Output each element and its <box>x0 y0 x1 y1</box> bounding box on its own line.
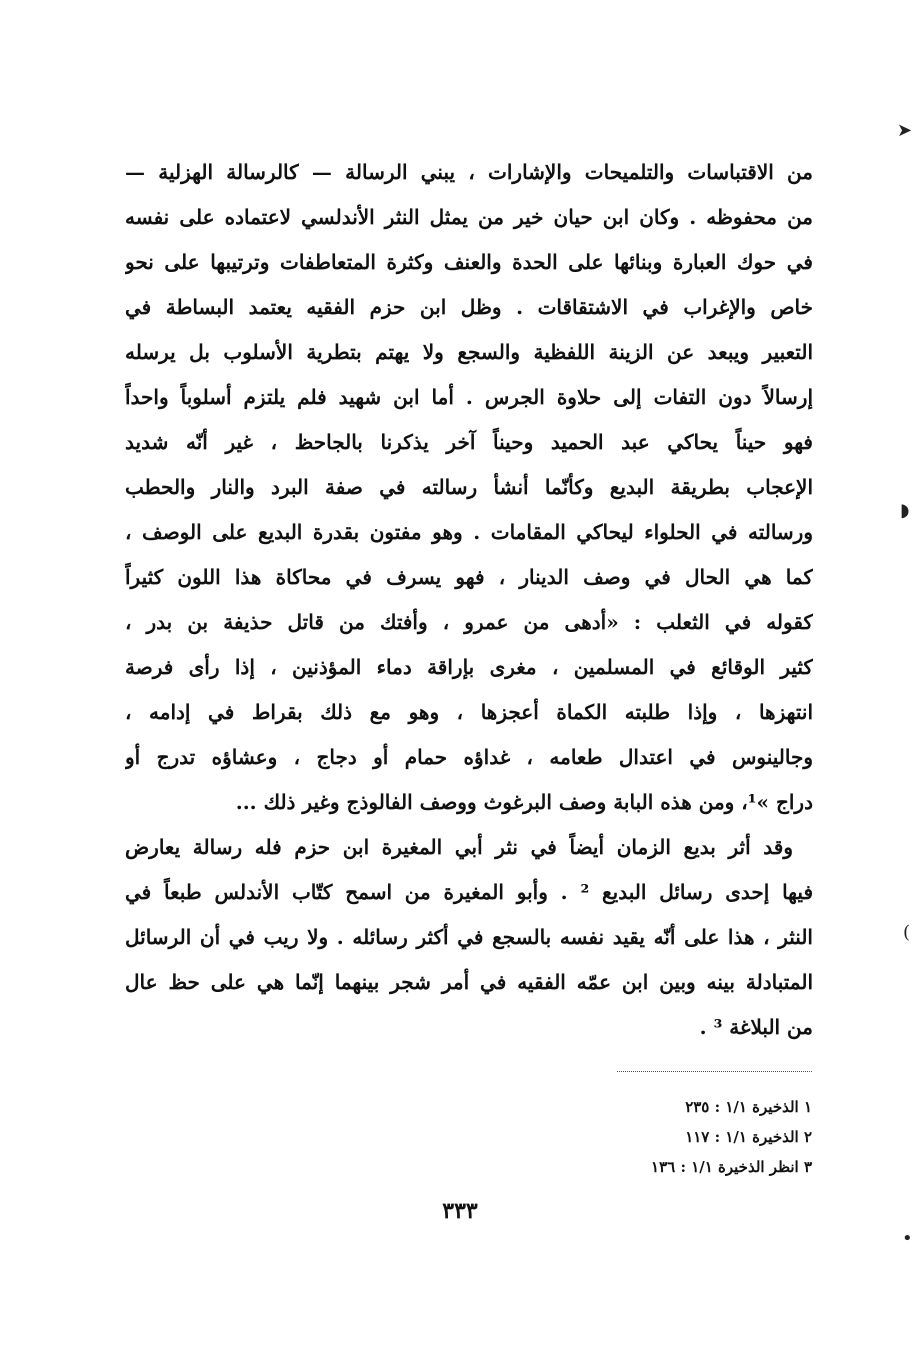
text-line-8: الإعجاب بطريقة البديع وكأنّما أنشأ رسالته في صفة البرد والنار والحطب <box>125 475 813 499</box>
text-line-20: من البلاغة ³ . <box>699 1015 813 1039</box>
footnotes <box>450 1092 812 1182</box>
margin-dot-mark: • <box>902 1228 913 1249</box>
margin-paren-mark: ( <box>903 922 911 943</box>
text-line-10: كما هي الحال في وصف الدينار ، فهو يسرف في محاكاة هذا اللون كثيراً <box>125 565 813 589</box>
text-line-5: التعبير ويبعد عن الزينة اللفظية والسجع ولا يهتم بتطرية الأسلوب بل يرسله <box>125 340 813 364</box>
text-line-15: دراج »¹، ومن هذه البابة وصف البرغوث ووصف الفالوذج وغير ذلك ... <box>235 790 813 814</box>
text-line-2: من محفوظه . وكان ابن حيان خير من يمثل النثر الأندلسي لاعتماده على نفسه <box>125 205 813 229</box>
text-line-13: انتهزها ، وإذا طلبته الكماة أعجزها ، وهو مع ذلك بقراط في إدامه ، <box>125 700 813 724</box>
text-line-6: إرسالاً دون التفات إلى حلاوة الجرس . أما ابن شهيد فلم يلتزم أسلوباً واحداً <box>125 385 813 409</box>
text-line-18: النثر ، هذا على أنّه يقيد نفسه بالسجع في أكثر رسائله . ولا ريب في أن الرسائل <box>125 925 813 949</box>
text-line-17: فيها إحدى رسائل البديع ² . وأبو المغيرة من اسمح كتّاب الأندلس طبعاً في <box>125 880 813 904</box>
text-line-14: وجالينوس في اعتدال طعامه ، غداؤه حمام أو دجاج ، وعشاؤه تدرج أو <box>125 745 813 769</box>
text-line-16: وقد أثر بديع الزمان أيضاً في نثر أبي المغيرة ابن حزم فله رسالة يعارض <box>125 835 793 859</box>
text-line-11: كقوله في الثعلب : «أدهى من عمرو ، وأفتك من قاتل حذيفة بن بدر ، <box>125 610 813 634</box>
margin-blot-mark: ◗ <box>900 500 910 521</box>
text-line-3: في حوك العبارة وبنائها على الحدة والعنف وكثرة المتعاطفات وترتيبها على نحو <box>125 250 813 274</box>
page-number: ٣٣٣ <box>442 1198 478 1224</box>
footnote-separator <box>617 1071 812 1072</box>
margin-arrow-mark: ➤ <box>897 120 913 141</box>
footnote-3: ٣ انظر الذخيرة ١/١ : ١٣٦ <box>651 1158 812 1176</box>
body-text <box>125 150 813 1050</box>
text-line-7: فهو حيناً يحاكي عبد الحميد وحيناً آخر يذكرنا بالجاحظ ، غير أنّه شديد <box>125 430 813 454</box>
footnote-1: ١ الذخيرة ١/١ : ٢٣٥ <box>685 1098 812 1116</box>
text-line-4: خاص والإغراب في الاشتقاقات . وظل ابن حزم الفقيه يعتمد البساطة في <box>125 295 813 319</box>
text-line-19: المتبادلة بينه وبين ابن عمّه الفقيه في أمر شجر بينهما إنّما هي على حظ عال <box>125 970 813 994</box>
text-line-9: ورسالته في الحلواء ليحاكي المقامات . وهو مفتون بقدرة البديع على الوصف ، <box>125 520 813 544</box>
footnote-2: ٢ الذخيرة ١/١ : ١١٧ <box>685 1128 812 1146</box>
text-line-1: من الاقتباسات والتلميحات والإشارات ، يبني الرسالة — كالرسالة الهزلية — <box>125 160 813 184</box>
text-line-12: كثير الوقائع في المسلمين ، مغرى بإراقة دماء المؤذنين ، إذا رأى فرصة <box>125 655 813 679</box>
